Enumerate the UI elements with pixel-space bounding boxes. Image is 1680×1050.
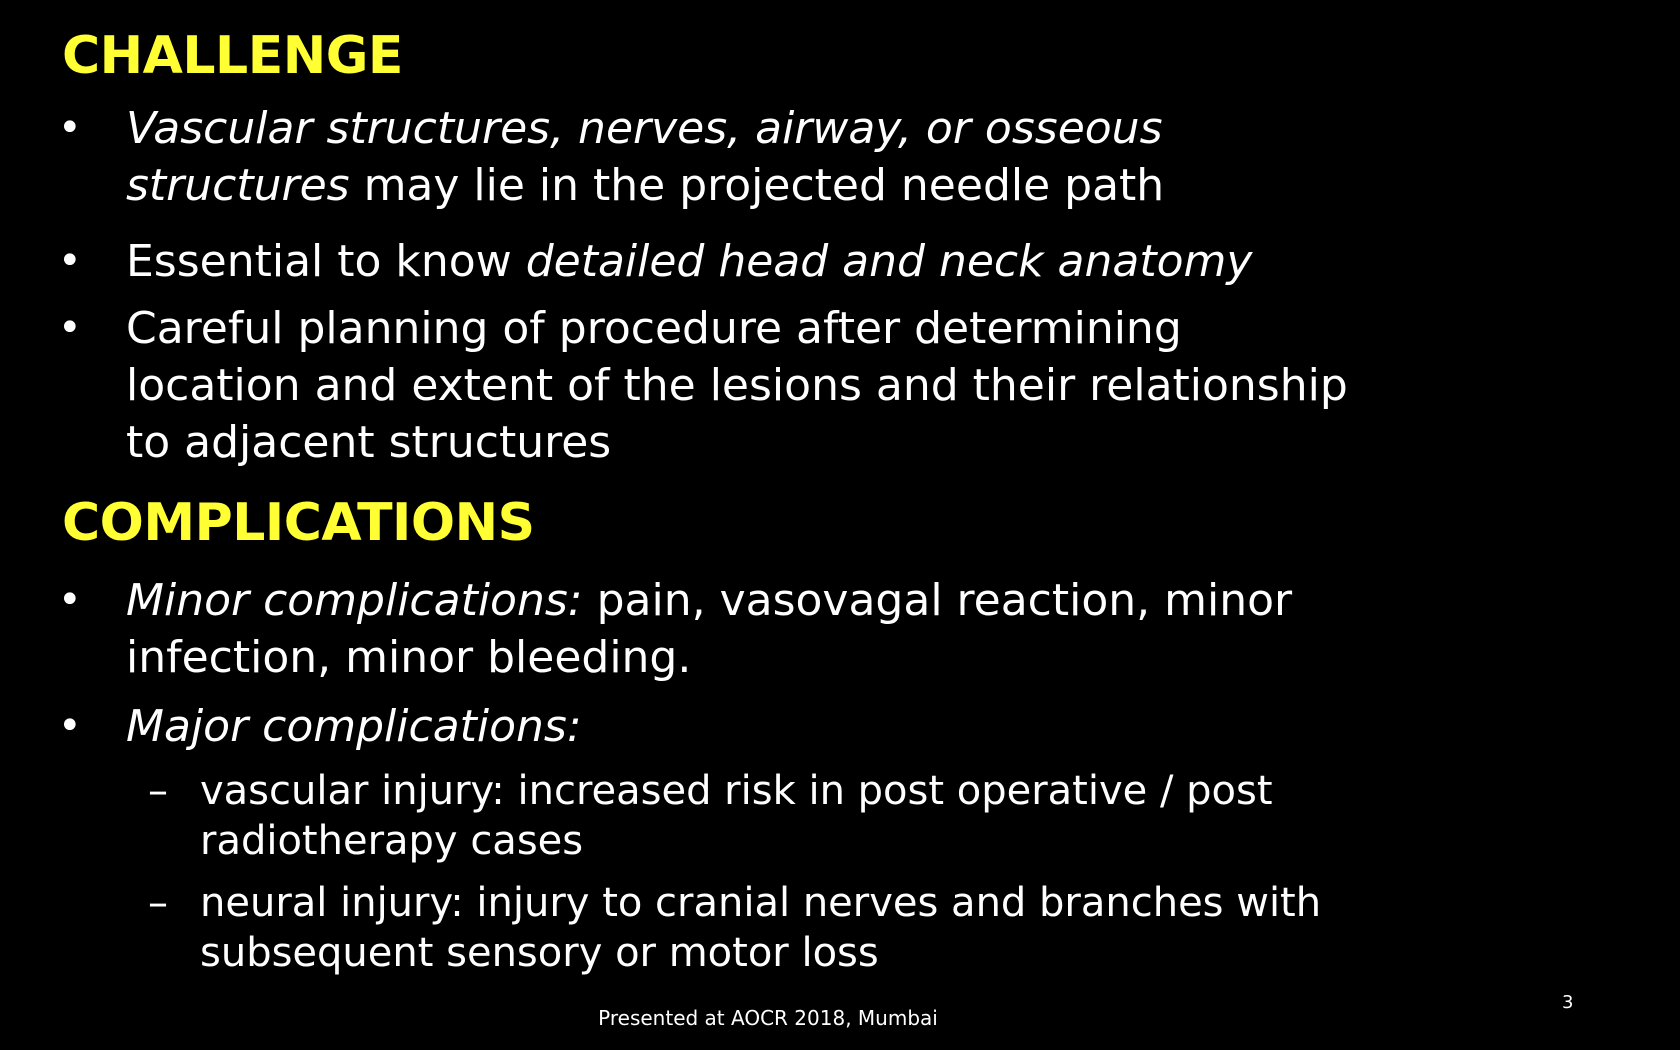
page-number: 3	[1562, 992, 1574, 1013]
challenge-bullet-2-text	[126, 233, 1606, 290]
challenge-heading: CHALLENGE	[62, 26, 403, 86]
text-line: infection, minor bleeding.	[126, 632, 692, 683]
text-run: Vascular structures, nerves, airway, or osseous	[126, 103, 1163, 154]
text-run: pain, vasovagal reaction, minor	[582, 575, 1293, 626]
bullet-icon: •	[58, 105, 82, 151]
sub-bullet-vascular-text	[200, 766, 1600, 866]
footer-text: Presented at AOCR 2018, Mumbai	[598, 1006, 938, 1030]
bullet-icon: •	[58, 577, 82, 623]
text-line: neural injury: injury to cranial nerves and branches with	[200, 880, 1322, 926]
dash-icon: –	[148, 768, 168, 814]
complications-bullet-2-text	[126, 698, 1606, 755]
challenge-bullet-1-text	[126, 100, 1606, 214]
text-line: radiotherapy cases	[200, 818, 584, 864]
text-line: vascular injury: increased risk in post operative / post	[200, 768, 1273, 814]
text-run: structures	[126, 160, 350, 211]
sub-bullet-neural-text	[200, 878, 1600, 978]
text-line: Careful planning of procedure after determining	[126, 303, 1182, 354]
text-line	[126, 157, 1606, 214]
text-line: Major complications:	[126, 701, 582, 752]
text-line: subsequent sensory or motor loss	[200, 930, 879, 976]
text-run: Minor complications:	[126, 575, 583, 626]
complications-bullet-1-text	[126, 572, 1606, 686]
text-line	[126, 572, 1606, 629]
text-line: location and extent of the lesions and their relationship	[126, 360, 1348, 411]
complications-heading: COMPLICATIONS	[62, 493, 535, 553]
bullet-icon: •	[58, 703, 82, 749]
text-run: detailed head and neck anatomy	[525, 236, 1253, 287]
text-run: may lie in the projected needle path	[349, 160, 1165, 211]
bullet-icon: •	[58, 305, 82, 351]
text-line: to adjacent structures	[126, 417, 612, 468]
text-line	[126, 100, 1606, 157]
bullet-icon: •	[58, 238, 82, 284]
text-run: Essential to know	[126, 236, 526, 287]
challenge-bullet-3-text	[126, 300, 1606, 471]
dash-icon: –	[148, 880, 168, 926]
text-line	[126, 233, 1606, 290]
